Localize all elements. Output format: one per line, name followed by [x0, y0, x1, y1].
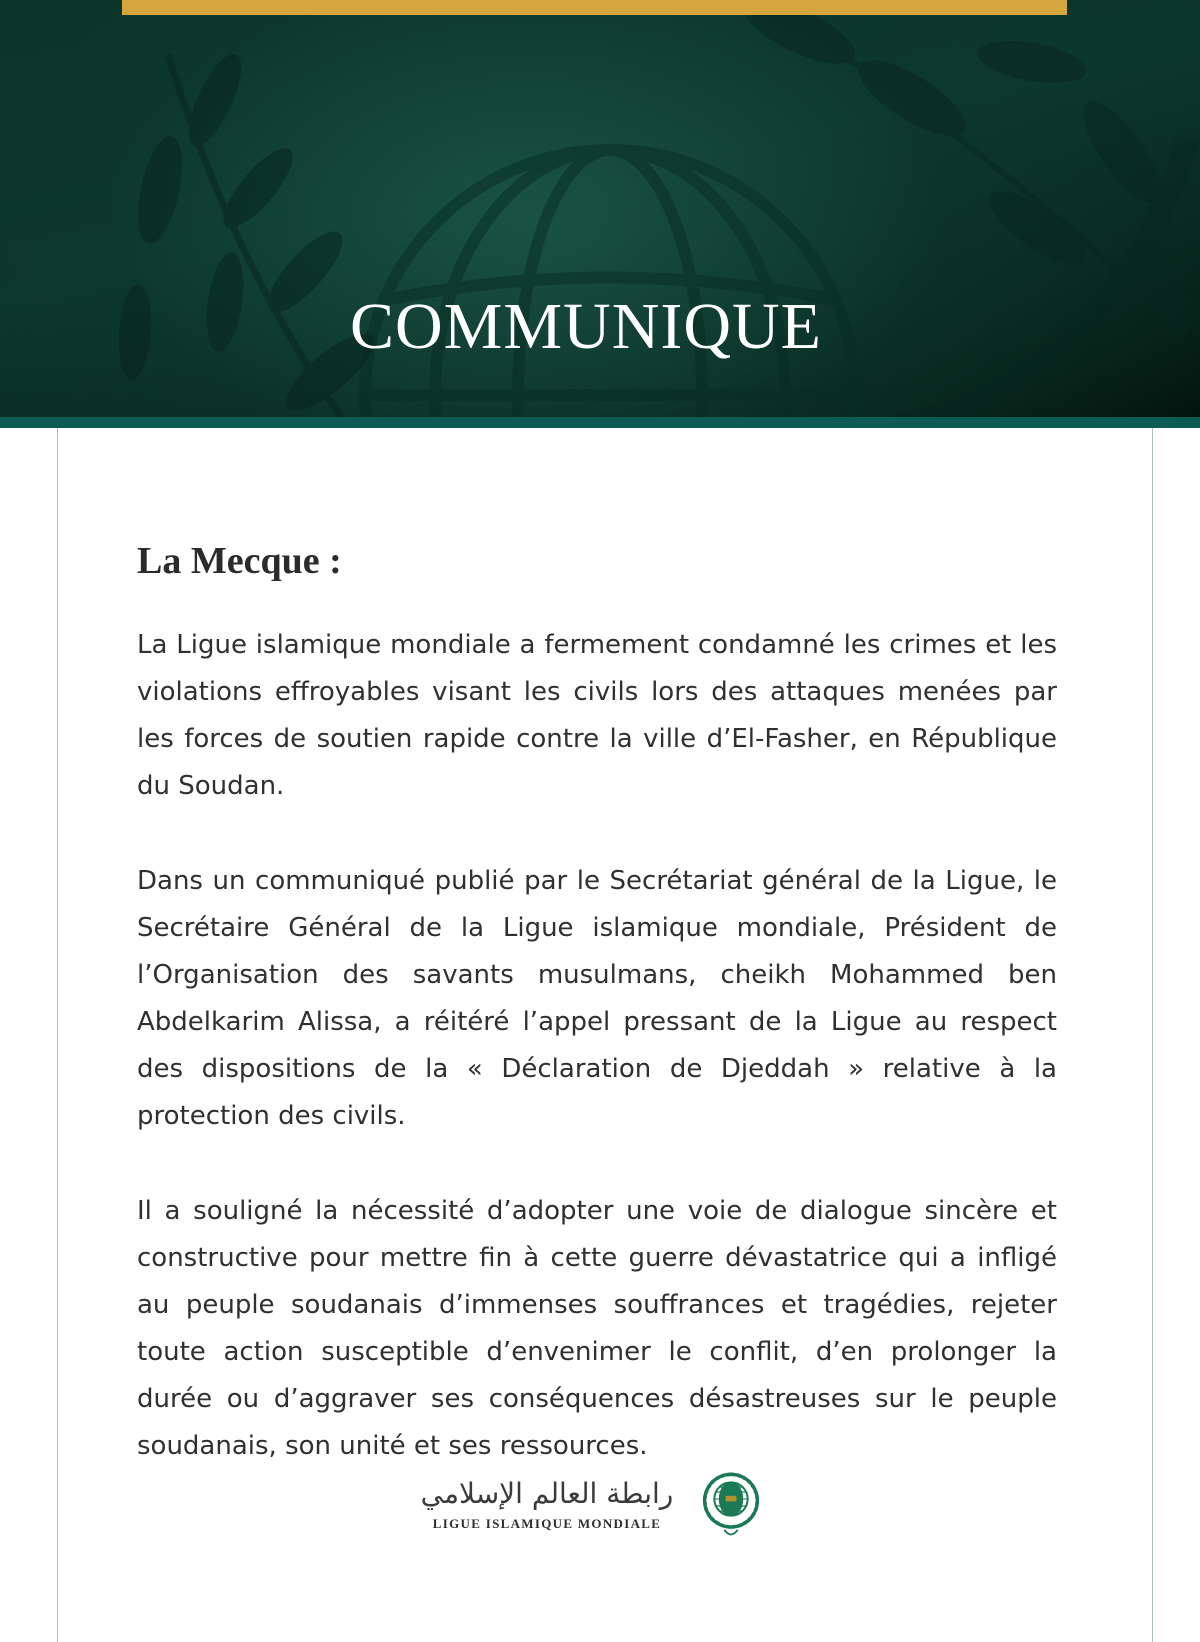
document-body [0, 428, 1200, 1642]
paragraph-2: Dans un communiqué publié par le Secrétariat général de la Ligue, le Secrétaire Général de la Ligue islamique mondiale, Président de l’Organisation des savants musulmans, cheikh Mohammed ben Abdelkarim Alissa, a réitéré l’appel pressant de la Ligue au respect des dispositions de la « Déclaration de Djeddah » relative à la protection des civils. [137, 865, 1057, 1131]
location-heading: La Mecque : [137, 540, 342, 582]
gold-accent-bar [122, 0, 1067, 15]
organization-logo-text [421, 1476, 674, 1531]
organization-name-label: LIGUE ISLAMIQUE MONDIALE [432, 1515, 662, 1531]
article-content [137, 428, 1057, 1470]
right-page-rule [1152, 428, 1153, 1642]
paragraph-3: Il a souligné la nécessité d’adopter une voie de dialogue sincère et constructive pour mettre fin à cette guerre dévastatrice qui a infligé au peuple soudanais d’immenses souffrances et tragédies, rejeter toute action susceptible d’envenimer le conflit, d’en prolonger la durée ou d’aggraver ses conséquences désastreuses sur le peuple soudanais, son unité et ses ressources. [137, 1195, 1057, 1461]
arabic-calligraphy-wordmark: رابطة العالم الإسلامي [420, 1477, 674, 1511]
teal-divider-band [0, 417, 1200, 428]
paragraph-1: La Ligue islamique mondiale a fermement condamné les crimes et les violations effroyables visant les civils lors des attaques menées par les forces de soutien rapide contre la ville d’El-Fasher, en République du Soudan. [137, 629, 1057, 801]
organization-logo [137, 1464, 1057, 1544]
left-page-rule [57, 428, 58, 1642]
header-banner [0, 0, 1200, 417]
globe-laurel-wreath-emblem-icon [689, 1464, 773, 1544]
page-title: COMMUNIQUE [350, 290, 822, 363]
